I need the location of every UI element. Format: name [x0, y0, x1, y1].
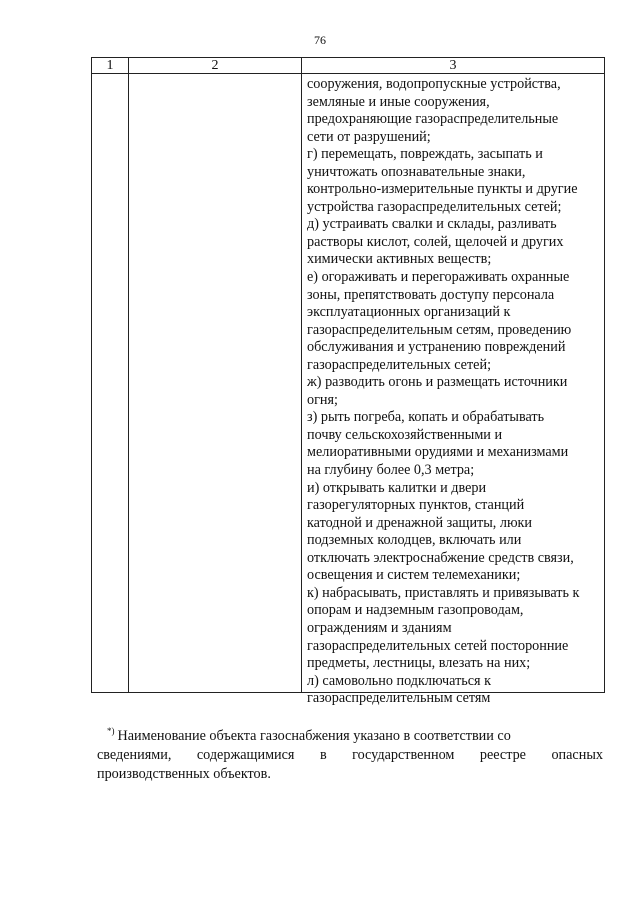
- text-line: д) устраивать свалки и склады, разливать: [307, 216, 557, 233]
- text-line: газораспределительным сетям, проведению: [307, 321, 572, 338]
- text-line: растворы кислот, солей, щелочей и других: [307, 233, 564, 250]
- footnote-word: в: [319, 747, 327, 763]
- text-line: освещения и систем телемеханики;: [307, 567, 521, 584]
- footnote: [97, 722, 603, 784]
- text-line: предохраняющие газораспределительные: [307, 111, 559, 128]
- footnote-word: государственном: [352, 747, 455, 763]
- column-header-3: 3: [302, 58, 605, 74]
- text-line: г) перемещать, повреждать, засыпать и: [307, 146, 543, 163]
- text-line: подземных колодцев, включать или: [307, 532, 522, 549]
- page-number: 76: [314, 33, 326, 47]
- text-line: газораспределительных сетей посторонние: [307, 637, 569, 654]
- text-line: и) открывать калитки и двери: [307, 479, 487, 496]
- text-line: уничтожать опознавательные знаки,: [307, 163, 526, 180]
- text-line: газораспределительным сетям: [307, 690, 491, 707]
- text-line: з) рыть погреба, копать и обрабатывать: [307, 409, 545, 426]
- text-line: на глубину более 0,3 метра;: [307, 462, 475, 479]
- cell-col-2: [129, 74, 302, 693]
- text-line: ограждениям и зданиям: [307, 619, 452, 636]
- table-row: [92, 74, 605, 693]
- table-header-row: [92, 58, 605, 74]
- text-line: отключать электроснабжение средств связи,: [307, 549, 574, 566]
- text-line: л) самовольно подключаться к: [307, 672, 492, 689]
- footnote-word: сведениями,: [97, 747, 172, 763]
- text-line: к) набрасывать, приставлять и привязывать к: [307, 584, 580, 601]
- footnote-marker: *): [107, 726, 115, 736]
- text-line: сети от разрушений;: [307, 128, 431, 145]
- footnote-text-1: Наименование объекта газоснабжения указано в соответствии со: [117, 728, 511, 744]
- text-line: обслуживания и устранению повреждений: [307, 339, 566, 356]
- text-line: катодной и дренажной защиты, люки: [307, 514, 533, 531]
- cell-col-1: [92, 74, 129, 693]
- text-line: зоны, препятствовать доступу персонала: [307, 286, 555, 303]
- requirements-table: [91, 57, 605, 707]
- footnote-line-3: производственных объектов.: [97, 766, 271, 782]
- footnote-word: содержащимися: [196, 747, 295, 763]
- column-header-1: 1: [92, 58, 129, 74]
- text-line: земляные и иные сооружения,: [307, 93, 490, 110]
- text-line: предметы, лестницы, влезать на них;: [307, 655, 531, 672]
- text-line: газорегуляторных пунктов, станций: [307, 497, 525, 514]
- text-line: сооружения, водопропускные устройства,: [307, 76, 561, 92]
- cell-col-3: [302, 74, 605, 707]
- text-line: химически активных веществ;: [307, 251, 492, 268]
- footnote-word: реестре: [479, 747, 526, 763]
- footnote-word: опасных: [551, 747, 603, 763]
- footnote-line-1: [97, 722, 603, 746]
- column-header-2: 2: [129, 58, 302, 74]
- footnote-line-2: [97, 746, 603, 765]
- text-line: ж) разводить огонь и размещать источники: [307, 374, 568, 391]
- text-line: опорам и надземным газопроводам,: [307, 602, 524, 619]
- text-line: мелиоративными орудиями и механизмами: [307, 444, 569, 461]
- text-line: е) огораживать и перегораживать охранные: [307, 269, 570, 286]
- text-line: огня;: [307, 391, 338, 408]
- text-line: устройства газораспределительных сетей;: [307, 198, 562, 215]
- restrictions-text: [302, 74, 604, 707]
- text-line: контрольно-измерительные пункты и другие: [307, 181, 578, 198]
- text-line: почву сельскохозяйственными и: [307, 426, 503, 443]
- text-line: эксплуатационных организаций к: [307, 304, 511, 321]
- text-line: газораспределительных сетей;: [307, 356, 492, 373]
